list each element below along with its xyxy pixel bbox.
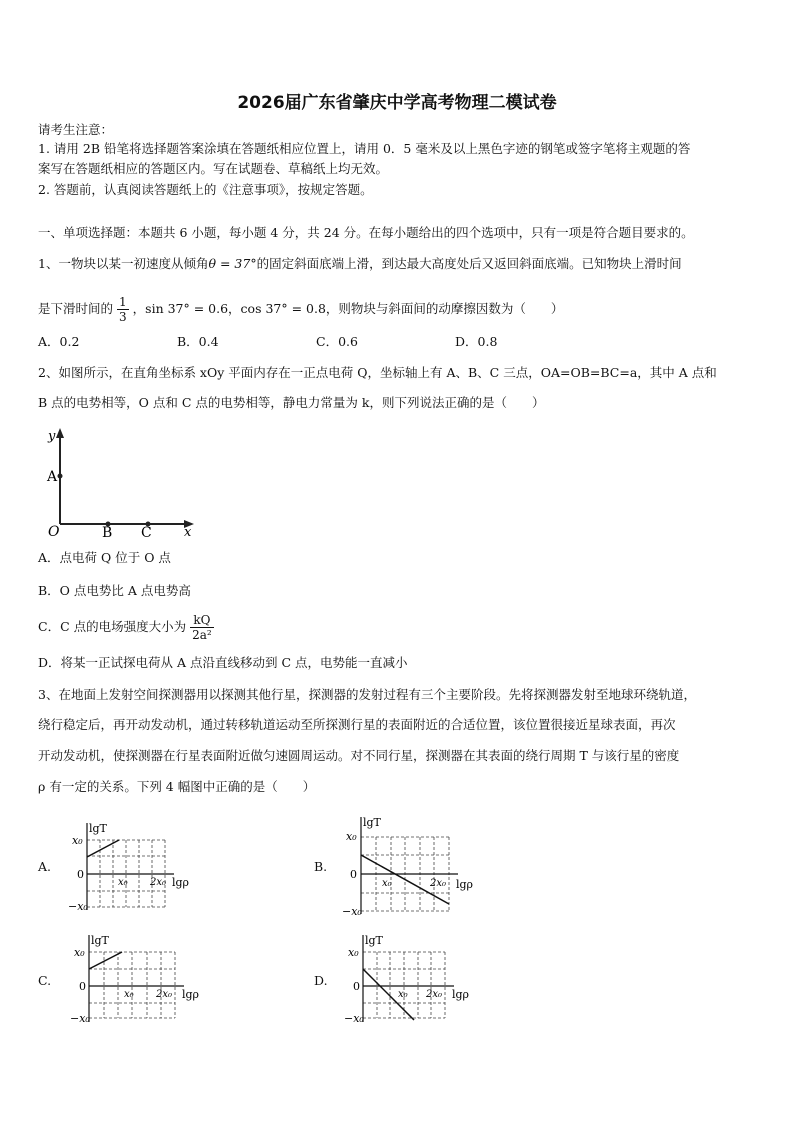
graph-a-line: [87, 840, 119, 857]
q1-line2-text-a: 是下滑时间的: [38, 301, 114, 316]
q2-coordinate-figure: [40, 424, 200, 540]
graph-d-x-axis: lgρ: [452, 988, 470, 1001]
q1-frac-num: 1: [119, 295, 127, 309]
q3-graph-d-label[interactable]: D.: [314, 973, 328, 988]
graph-d-neg: −x₀: [344, 1012, 364, 1025]
graph-c-y-axis: lgT: [91, 934, 109, 947]
q1-line2: [38, 289, 563, 329]
q1-line1: [38, 255, 682, 273]
q2-label-c: C: [141, 525, 152, 540]
q1-line1-text-a: 1、一物块以某一初速度从倾角: [38, 256, 209, 271]
graph-d-x0: x₀: [348, 946, 359, 959]
q2-option-d[interactable]: D．将某一正试探电荷从 A 点沿直线移动到 C 点，电势能一直减小: [38, 655, 408, 670]
q2-line2: B 点的电势相等，O 点和 C 点的电势相等，静电力常量为 k，则下列说法正确的是（ ）: [38, 395, 545, 410]
notice-item1-line2: 案写在答题纸相应的答题区内。写在试题卷、草稿纸上均无效。: [38, 161, 389, 176]
q2-label-a: A: [47, 469, 58, 485]
q1-frac-den: 3: [119, 310, 127, 324]
q2-option-c[interactable]: [38, 608, 218, 646]
graph-c-line: [89, 952, 122, 969]
q2-option-c-num: kQ: [190, 613, 214, 628]
q3-graph-b-label[interactable]: B.: [314, 859, 328, 874]
q1-fraction: [117, 295, 129, 324]
graph-b-neg: −x₀: [342, 905, 362, 918]
q3-graph-a[interactable]: [62, 818, 202, 918]
q3-graph-c[interactable]: [62, 930, 207, 1030]
graph-d-y-axis: lgT: [365, 934, 383, 947]
notice-heading: 请考生注意：: [38, 122, 114, 137]
graph-c-neg: −x₀: [70, 1012, 90, 1025]
graph-c-x-axis: lgρ: [182, 988, 200, 1001]
page-title: 2026届广东省肇庆中学高考物理二模试卷: [237, 93, 557, 113]
q2-label-o: O: [48, 524, 60, 540]
q3-line1: 3、在地面上发射空间探测器用以探测其他行星，探测器的发射过程有三个主要阶段。先将探测器发射至地球环绕轨道，: [38, 687, 696, 702]
q3-line2: 绕行稳定后，再开动发动机，通过转移轨道运动至所探测行星的表面附近的合适位置，该位置很接近星球表面，再次: [38, 717, 676, 732]
q2-y-label: y: [48, 429, 56, 444]
graph-d-xt1: x₀: [398, 989, 408, 1000]
q2-line1: 2、如图所示，在直角坐标系 xOy 平面内存在一正点电荷 Q，坐标轴上有 A、B、C 三点，OA=OB=BC=a，其中 A 点和: [38, 365, 717, 380]
graph-b-xt2: 2x₀: [430, 878, 447, 889]
graph-b-zero: 0: [350, 868, 357, 881]
q3-graph-c-label[interactable]: C.: [38, 973, 52, 988]
q1-line2-text-b: ，sin 37° = 0.6，cos 37° = 0.8，则物块与斜面间的动摩擦因数为（ ）: [132, 301, 564, 316]
q2-option-c-text: C．C 点的电场强度大小为: [38, 619, 187, 634]
q2-option-c-fraction: [190, 613, 214, 642]
q1-option-b[interactable]: B．0.4: [177, 334, 219, 349]
q2-x-label: x: [184, 525, 192, 540]
graph-a-x0: x₀: [72, 834, 83, 847]
q1-angle: θ = 37°: [208, 256, 257, 271]
q3-graph-d[interactable]: [338, 930, 483, 1030]
q2-label-b: B: [102, 525, 113, 540]
graph-c-x0: x₀: [74, 946, 85, 959]
q1-option-a[interactable]: A．0.2: [38, 334, 80, 349]
graph-a-xt2: 2x₀: [150, 877, 167, 888]
q2-point-a: [58, 474, 63, 479]
graph-b-x0: x₀: [346, 830, 357, 843]
q2-y-arrow: [56, 428, 64, 438]
graph-a-xt1: x₀: [118, 877, 128, 888]
graph-a-neg: −x₀: [68, 900, 88, 913]
graph-d-zero: 0: [353, 980, 360, 993]
graph-d-xt2: 2x₀: [426, 989, 443, 1000]
q2-option-c-den: 2a²: [192, 628, 212, 642]
graph-a-zero: 0: [77, 868, 84, 881]
graph-c-xt2: 2x₀: [156, 989, 173, 1000]
q2-option-b[interactable]: B．O 点电势比 A 点电势高: [38, 583, 191, 598]
graph-a-y-axis: lgT: [89, 822, 107, 835]
q3-graph-b[interactable]: [338, 812, 483, 922]
graph-b-xt1: x₀: [382, 878, 392, 889]
q3-graph-a-label[interactable]: A.: [38, 859, 52, 874]
graph-c-zero: 0: [79, 980, 86, 993]
notice-item1-line1: 1. 请用 2B 铅笔将选择题答案涂填在答题纸相应位置上，请用 0．5 毫米及以上黑色字迹的钢笔或签字笔将主观题的答: [38, 141, 691, 156]
q1-option-c[interactable]: C．0.6: [316, 334, 358, 349]
q1-line1-text-b: 的固定斜面底端上滑，到达最大高度处后又返回斜面底端。已知物块上滑时间: [256, 256, 682, 271]
q3-line3: 开动发动机，使探测器在行星表面附近做匀速圆周运动。对不同行星，探测器在其表面的绕行周期 T 与该行星的密度: [38, 748, 680, 763]
notice-item2: 2. 答题前，认真阅读答题纸上的《注意事项》，按规定答题。: [38, 182, 373, 197]
graph-b-x-axis: lgρ: [456, 878, 474, 891]
q3-line4: ρ 有一定的关系。下列 4 幅图中正确的是（ ）: [38, 779, 316, 794]
graph-a-x-axis: lgρ: [172, 876, 190, 889]
graph-b-y-axis: lgT: [363, 816, 381, 829]
q2-option-a[interactable]: A．点电荷 Q 位于 O 点: [38, 550, 171, 565]
q1-option-d[interactable]: D．0.8: [455, 334, 498, 349]
section-heading: 一、单项选择题：本题共 6 小题，每小题 4 分，共 24 分。在每小题给出的四个选项中，只有一项是符合题目要求的。: [38, 225, 694, 240]
graph-c-xt1: x₀: [124, 989, 134, 1000]
graph-d-grid: [363, 952, 445, 1018]
